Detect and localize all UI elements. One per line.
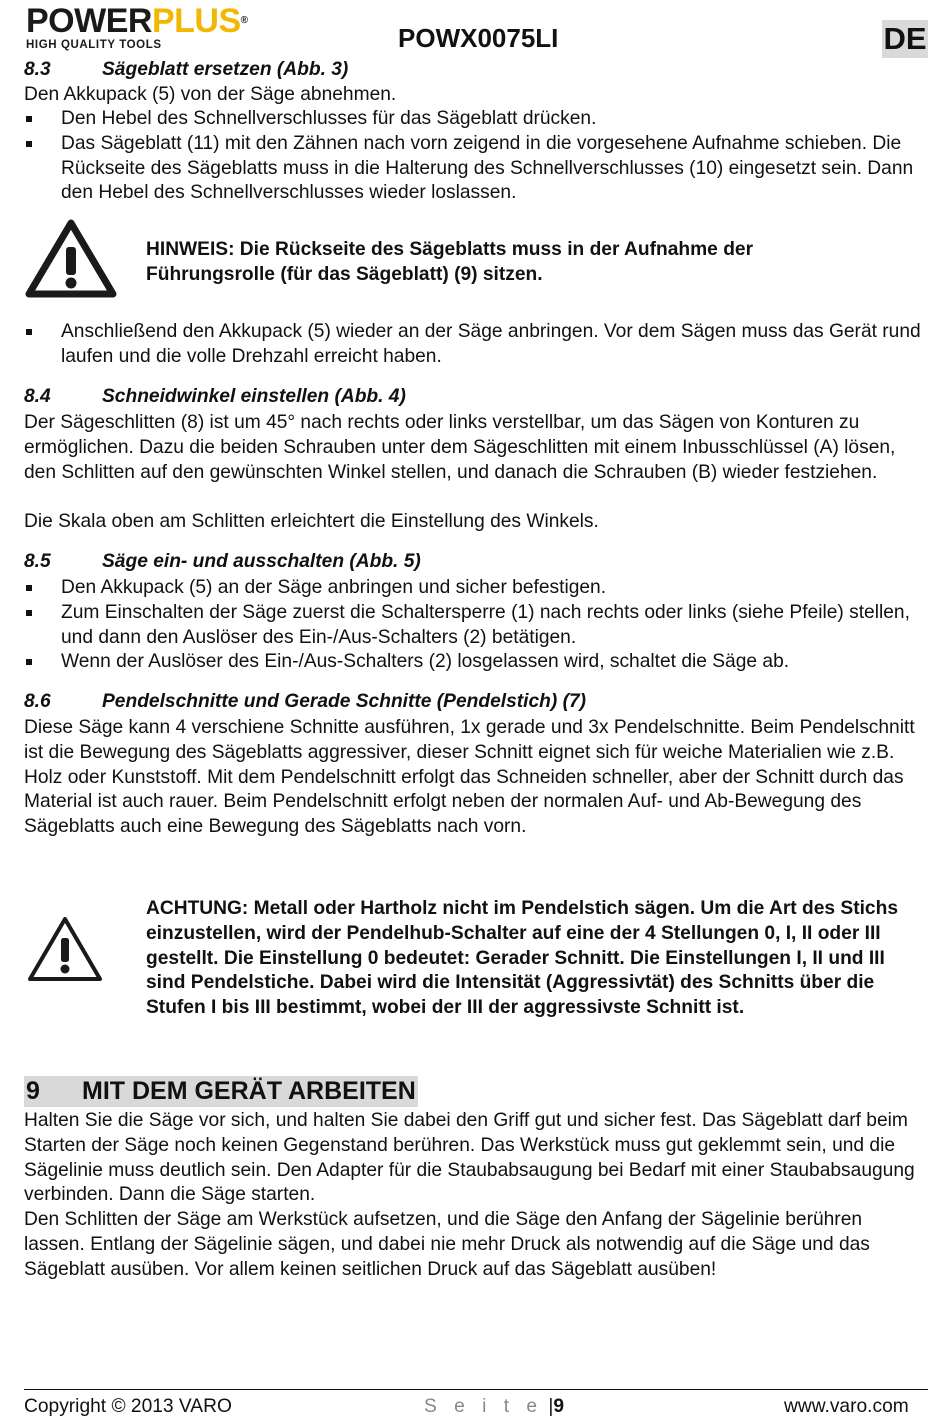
section-heading-8-5 [24, 551, 421, 573]
section-9-paragraph: Halten Sie die Säge vor sich, und halten Sie dabei den Griff gut und sicher fest. Das Sägeblatt darf beim Starten der Säge noch keinen Gegenstand berühren. Das Werkstück muss gut geklemmt sein, und die Sägelinie muss deutlich sein. Den Adapter für die Staubabsaugung bei Bedarf mit einer Staubabsaugung verbinden. Dann die Säge starten. [24, 1110, 915, 1206]
section-8-4-paragraph-2: Die Skala oben am Schlitten erleichtert die Einstellung des Winkels. [24, 511, 599, 532]
list-item: Anschließend den Akkupack (5) wieder an der Säge anbringen. Vor dem Sägen muss das Gerät rund laufen und die volle Drehzahl erreicht haben. [24, 320, 928, 370]
logo-text-accent: PLUS [151, 2, 241, 40]
section-heading-8-3 [24, 59, 348, 81]
list-item: Den Hebel des Schnellverschlusses für das Sägeblatt drücken. [24, 107, 928, 132]
list-item: Das Sägeblatt (11) mit den Zähnen nach vorn zeigend in die vorgesehene Aufnahme schieben. Die Rückseite des Sägeblatts muss in die Halterung des Schnellverschlusses (10) eingesetzt sein. Dann den Hebel des Schnellverschlusses wieder loslassen. [24, 132, 928, 206]
section-number: 9 [26, 1077, 40, 1105]
page-separator: | [548, 1396, 554, 1417]
section-8-4-paragraph: Der Sägeschlitten (8) ist um 45° nach rechts oder links verstellbar, um das Sägen von Konturen zu ermöglichen. Dazu die beiden Schrauben unter dem Sägeschlitten mit einem Inbusschlüssel (A) lösen, den Schlitten auf den gewünschten Winkel stellen, und danach die Schrauben (B) wieder festziehen. [24, 412, 896, 483]
section-number: 8.3 [24, 59, 51, 80]
footer-website: www.varo.com [784, 1396, 909, 1417]
achtung-warning: ACHTUNG: Metall oder Hartholz nicht im Pendelstich sägen. Um die Art des Stichs einzustellen, wird der Pendelhub-Schalter auf eine der 4 Stellungen 0, I, II oder III gestellt. Die Einstellung 0 bedeutet: Gerader Schnitt. Die Einstellungen I, II und III sind Pendelstiche. Dabei wird die Intensität (Aggressivtät) des Schnitts über die Stufen I bis III bestimmt, wobei der III der aggressivste Schnitt ist. [146, 898, 898, 1019]
hinweis-note: HINWEIS: Die Rückseite des Sägeblatts muss in der Aufnahme der Führungsrolle (für das Sägeblatt) (9) sitzen. [146, 239, 754, 285]
section-heading-8-4 [24, 386, 406, 408]
list-item: Zum Einschalten der Säge zuerst die Schaltersperre (1) nach rechts oder links (siehe Pfeile) stellen, und dann den Auslöser des Ein-/Aus-Schalters (2) betätigen. [24, 601, 928, 651]
page-number: 9 [553, 1396, 565, 1417]
footer-copyright: Copyright © 2013 VARO [24, 1396, 232, 1417]
section-title: Säge ein- und ausschalten (Abb. 5) [102, 551, 421, 572]
section-heading-9 [24, 1076, 418, 1107]
footer-page [424, 1396, 564, 1418]
registered-mark: ® [240, 15, 248, 26]
page-label: S e i t e [424, 1396, 544, 1417]
list-item: Den Akkupack (5) an der Säge anbringen und sicher befestigen. [24, 576, 928, 601]
section-title: Pendelschnitte und Gerade Schnitte (Pendelstich) (7) [102, 691, 587, 712]
list-item: Wenn der Auslöser des Ein-/Aus-Schalters (2) losgelassen wird, schaltet die Säge ab. [24, 650, 928, 675]
section-8-3-intro: Den Akkupack (5) von der Säge abnehmen. [24, 84, 397, 105]
logo-text-dark: POWER [26, 2, 152, 40]
section-9-paragraph-2: Den Schlitten der Säge am Werkstück aufsetzen, und die Säge den Anfang der Sägelinie berühren lassen. Entlang der Sägelinie sägen, und dabei nie mehr Druck als notwendig auf die Säge und das Sägeblatt ausüben. Vor allem keinen seitlichen Druck auf das Sägeblatt ausüben! [24, 1209, 870, 1280]
language-tab: DE [883, 21, 927, 56]
model-number: POWX0075LI [398, 23, 559, 53]
powerplus-logo [26, 4, 282, 50]
section-title: Schneidwinkel einstellen (Abb. 4) [102, 386, 406, 407]
logo-tagline: HIGH QUALITY TOOLS [26, 39, 162, 51]
section-number: 8.6 [24, 691, 51, 712]
section-8-6-paragraph: Diese Säge kann 4 verschiene Schnitte ausführen, 1x gerade und 3x Pendelschnitte. Beim Pendelschnitt ist die Bewegung des Sägeblatts aggressiver, dieser Schnitt eignet sich für weiche Materialien wie z.B. Holz oder Kunststoff. Mit dem Pendelschnitt erfolgt das Schneiden schneller, aber der Schnitt durch das Material ist auch rauer. Beim Pendelschnitt erfolgt neben der normalen Auf- und Ab-Bewegung des Sägeblatts auch eine Bewegung des Sägeblatts nach vorn. [24, 717, 915, 838]
warning-triangle-icon [24, 217, 118, 299]
section-number: 8.4 [24, 386, 51, 407]
section-8-3-bullets-after [24, 320, 928, 370]
footer-divider [24, 1389, 928, 1390]
section-8-3-bullets [24, 107, 928, 206]
section-number: 8.5 [24, 551, 51, 572]
section-8-5-bullets [24, 576, 928, 675]
section-title: Sägeblatt ersetzen (Abb. 3) [102, 59, 349, 80]
warning-triangle-icon [26, 914, 104, 984]
section-heading-8-6 [24, 691, 586, 713]
section-title: MIT DEM GERÄT ARBEITEN [82, 1077, 416, 1105]
